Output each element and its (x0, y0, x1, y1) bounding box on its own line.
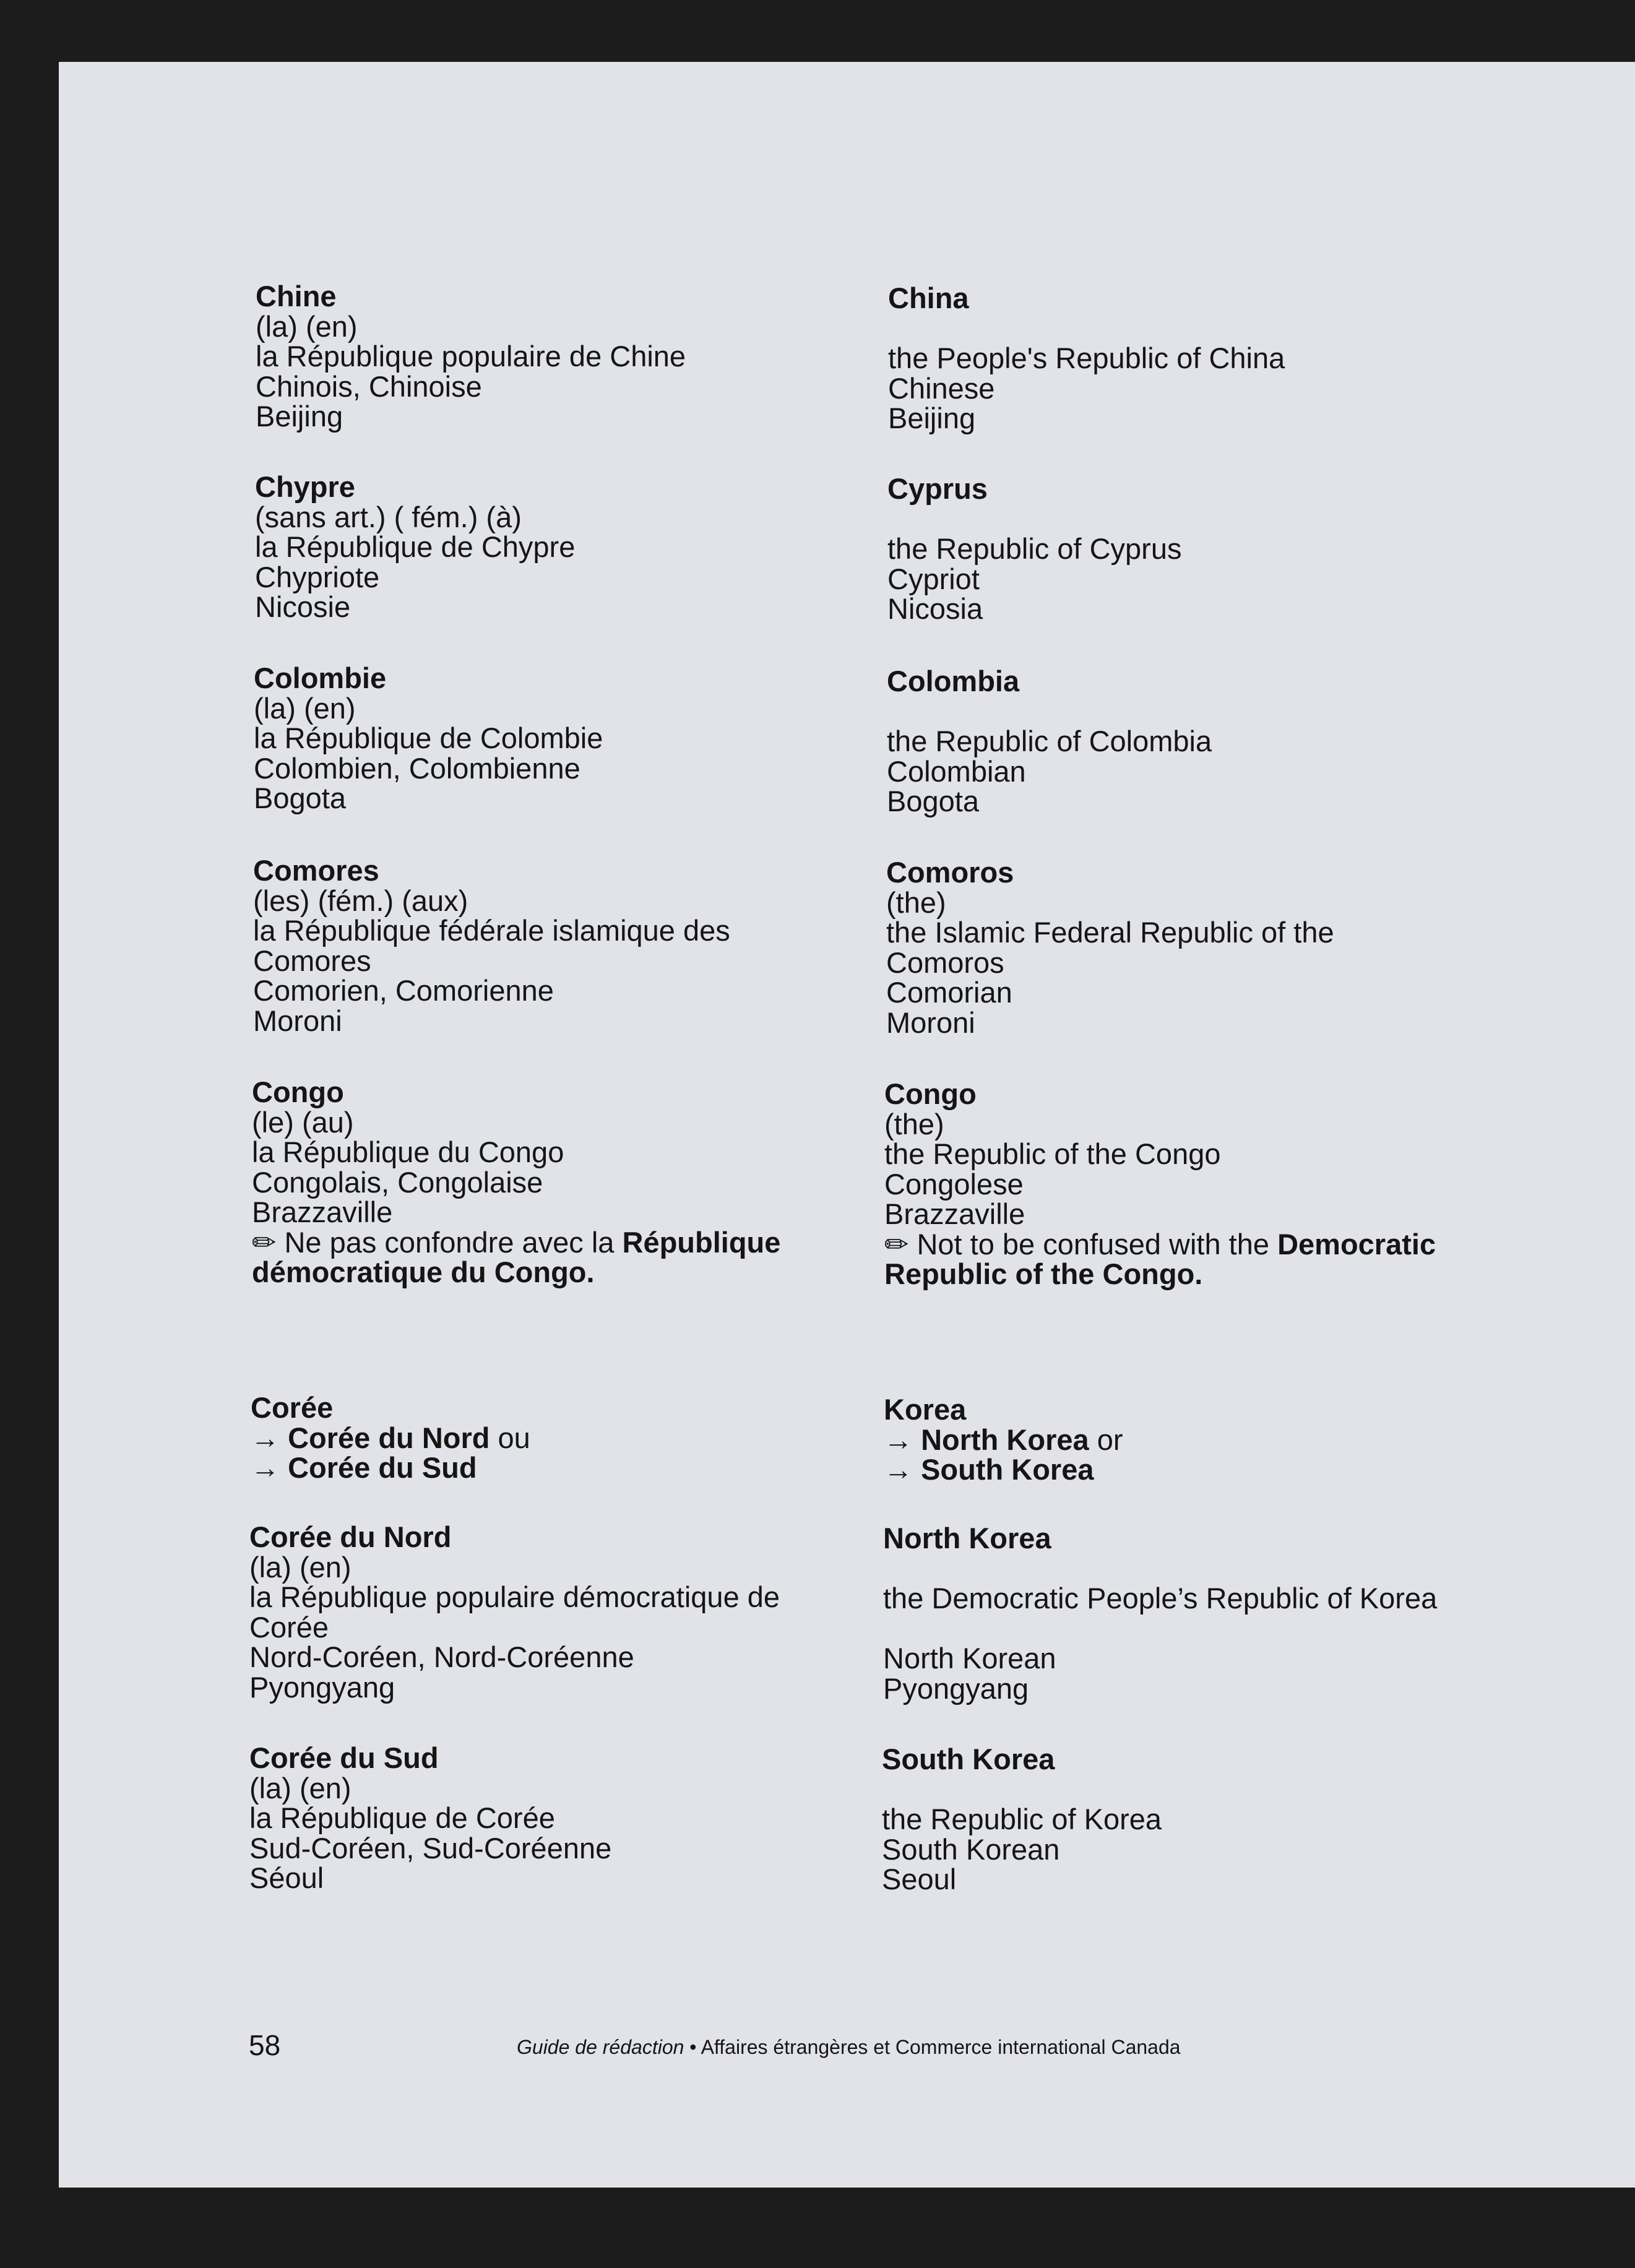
entry-french-column (249, 1743, 868, 1894)
french-official-name: la République populaire démocratique de (249, 1580, 780, 1613)
english-adjective: Congolese (884, 1167, 1024, 1201)
french-adjective: Chypriote (255, 560, 380, 593)
entry-english-column (886, 858, 1567, 1038)
french-official-name: la République de Chypre (255, 530, 576, 563)
french-article: (le) (au) (252, 1105, 354, 1139)
entry-french-column (252, 1077, 871, 1288)
french-capital: Pyongyang (249, 1670, 395, 1704)
glossary-entries (59, 62, 1635, 2188)
page-number: 58 (249, 2029, 281, 2061)
english-adjective: North Korean (883, 1642, 1056, 1675)
french-article: (la) (en) (256, 309, 358, 343)
french-adjective: Comorien, Comorienne (253, 974, 554, 1007)
french-reference-south: Corée du Sud (288, 1451, 477, 1484)
french-country-name: Corée (251, 1391, 334, 1424)
french-adjective: Nord-Coréen, Nord-Coréenne (249, 1641, 634, 1673)
french-note-text: ✏ Ne pas confondre avec la (252, 1225, 623, 1259)
french-country-name: Comores (253, 854, 379, 887)
entry-english-column (887, 474, 1568, 624)
french-capital: Nicosie (255, 590, 351, 623)
english-connector: or (1089, 1423, 1123, 1456)
english-note-text: ✏ Not to be confused with the (884, 1227, 1278, 1261)
french-reference-north: Corée du Nord (288, 1421, 490, 1454)
french-article: (sans art.) ( fém.) (à) (255, 500, 522, 533)
french-article: (la) (en) (249, 1550, 352, 1584)
english-official-name: the Republic of Korea (882, 1803, 1162, 1835)
arrow-right-icon: → (251, 1451, 288, 1484)
english-official-name-continued: Comoros (886, 946, 1004, 979)
french-country-name: Chypre (255, 470, 355, 503)
english-capital: Bogota (887, 785, 979, 817)
french-cross-reference-2 (251, 1453, 869, 1483)
english-official-name: the Islamic Federal Republic of the (886, 916, 1334, 949)
english-note (884, 1227, 1565, 1261)
french-capital: Bogota (254, 782, 346, 814)
english-reference-north: North Korea (921, 1423, 1089, 1456)
french-article: (la) (en) (254, 691, 356, 725)
english-adjective: South Korean (882, 1832, 1060, 1866)
english-country-name: Comoros (886, 856, 1014, 889)
french-capital: Séoul (249, 1861, 324, 1894)
french-note-reference-continued: démocratique du Congo. (252, 1256, 595, 1288)
french-cross-reference-1 (251, 1423, 869, 1454)
french-note (252, 1225, 871, 1259)
french-capital: Beijing (256, 400, 343, 433)
english-reference-south: South Korea (921, 1453, 1094, 1486)
french-country-name: Chine (256, 280, 337, 313)
english-capital: Pyongyang (883, 1671, 1029, 1705)
arrow-right-icon: → (884, 1453, 921, 1486)
french-adjective: Sud-Coréen, Sud-Coréenne (249, 1831, 612, 1865)
english-country-name: Korea (884, 1393, 967, 1426)
arrow-right-icon: → (884, 1423, 921, 1456)
french-connector: ou (490, 1421, 530, 1454)
entry-english-column (882, 1744, 1563, 1895)
french-country-name: Congo (252, 1076, 344, 1108)
footer-department: Affaires étrangères et Commerce international Canada (701, 2036, 1181, 2058)
footer-caption (517, 2036, 1181, 2059)
entry-french-column (254, 663, 873, 814)
french-official-name: la République du Congo (252, 1136, 564, 1168)
english-article: (the) (884, 1107, 944, 1140)
english-cross-reference-1 (884, 1425, 1564, 1455)
entry-french-column (251, 1393, 869, 1483)
arrow-right-icon: → (251, 1421, 288, 1454)
entry-english-column (887, 666, 1568, 817)
french-official-name: la République de Colombie (254, 722, 603, 754)
french-official-name: la République populaire de Chine (256, 340, 686, 373)
french-capital: Moroni (253, 1004, 342, 1037)
english-note-reference-continued: Republic of the Congo. (884, 1257, 1203, 1290)
french-official-name-continued: Comores (253, 944, 371, 977)
english-adjective: Cypriot (887, 562, 980, 595)
document-page (59, 62, 1635, 2188)
english-official-name: the Democratic People’s Republic of Korea (883, 1582, 1438, 1615)
french-adjective: Congolais, Congolaise (252, 1165, 543, 1199)
french-country-name: Colombie (254, 662, 387, 694)
english-country-name: Cyprus (887, 472, 988, 505)
english-country-name: South Korea (882, 1743, 1055, 1775)
english-capital: Moroni (886, 1006, 975, 1039)
entry-french-column (253, 856, 872, 1036)
french-official-name: la République de Corée (249, 1801, 555, 1834)
entry-english-column (884, 1395, 1564, 1485)
entry-english-column (888, 283, 1569, 434)
english-adjective: Chinese (888, 371, 995, 405)
english-official-name: the People's Republic of China (888, 342, 1285, 374)
french-note-reference: République (622, 1225, 781, 1259)
entry-french-column (249, 1522, 868, 1702)
french-article: (la) (en) (249, 1771, 352, 1804)
english-official-name: the Republic of Cyprus (887, 532, 1182, 565)
french-capital: Brazzaville (252, 1196, 393, 1228)
english-capital: Nicosia (887, 592, 983, 625)
english-cross-reference-2 (884, 1455, 1564, 1485)
english-official-name: the Republic of the Congo (884, 1137, 1221, 1170)
french-adjective: Chinois, Chinoise (256, 369, 482, 403)
french-official-name-continued: Corée (249, 1610, 329, 1644)
english-adjective: Comorian (886, 976, 1012, 1009)
english-note-reference: Democratic (1277, 1227, 1436, 1261)
english-capital: Brazzaville (884, 1197, 1025, 1230)
french-official-name: la République fédérale islamique des (253, 914, 730, 947)
french-article: (les) (fém.) (aux) (253, 884, 468, 917)
entry-french-column (255, 472, 874, 623)
entry-english-column (883, 1524, 1564, 1704)
english-official-name: the Republic of Colombia (887, 725, 1212, 757)
english-capital: Beijing (888, 402, 976, 434)
french-adjective: Colombien, Colombienne (254, 751, 580, 785)
entry-english-column (884, 1079, 1565, 1290)
english-article: (the) (886, 886, 946, 919)
english-capital: Seoul (882, 1863, 957, 1895)
french-country-name: Corée du Sud (249, 1741, 439, 1774)
footer-separator: • (684, 2036, 701, 2058)
english-country-name: Congo (884, 1077, 977, 1110)
footer-guide-title: Guide de rédaction (517, 2036, 684, 2058)
english-adjective: Colombian (887, 754, 1026, 788)
english-country-name: North Korea (883, 1522, 1051, 1554)
french-country-name: Corée du Nord (249, 1520, 452, 1553)
entry-french-column (256, 282, 874, 432)
english-country-name: China (888, 282, 969, 314)
english-country-name: Colombia (887, 665, 1020, 697)
